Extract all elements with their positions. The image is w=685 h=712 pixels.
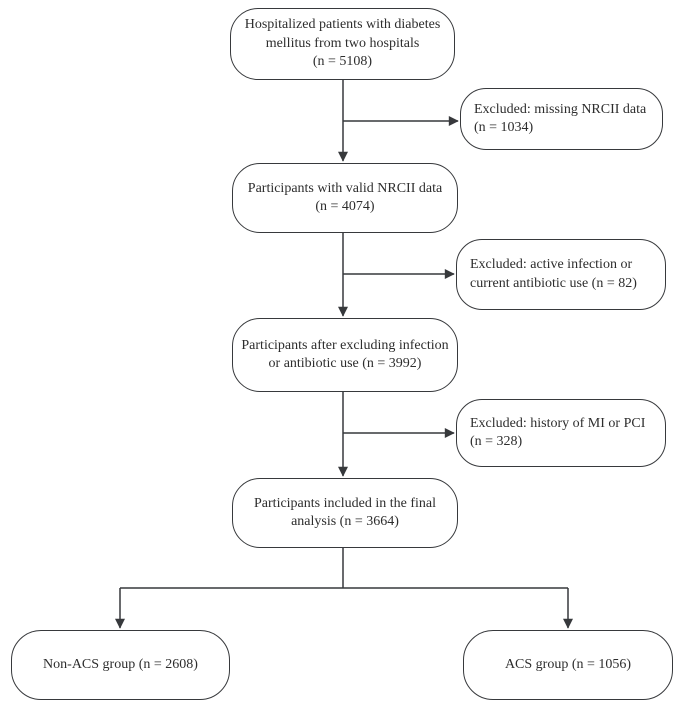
node-excluded-infection-antibiotic: Excluded: active infection or current antibiotic use (n = 82) — [456, 239, 666, 310]
node-after-excluding-infection: Participants after excluding infection or antibiotic use (n = 3992) — [232, 318, 458, 392]
node-valid-nrcii-data: Participants with valid NRCII data (n = 4074) — [232, 163, 458, 233]
node-hospitalized-patients: Hospitalized patients with diabetes mellitus from two hospitals (n = 5108) — [230, 8, 455, 80]
node-excluded-missing-nrcii: Excluded: missing NRCII data (n = 1034) — [460, 88, 663, 150]
node-final-analysis: Participants included in the final analysis (n = 3664) — [232, 478, 458, 548]
node-non-acs-group: Non-ACS group (n = 2608) — [11, 630, 230, 700]
node-acs-group: ACS group (n = 1056) — [463, 630, 673, 700]
node-excluded-history-mi-pci: Excluded: history of MI or PCI (n = 328) — [456, 399, 666, 467]
